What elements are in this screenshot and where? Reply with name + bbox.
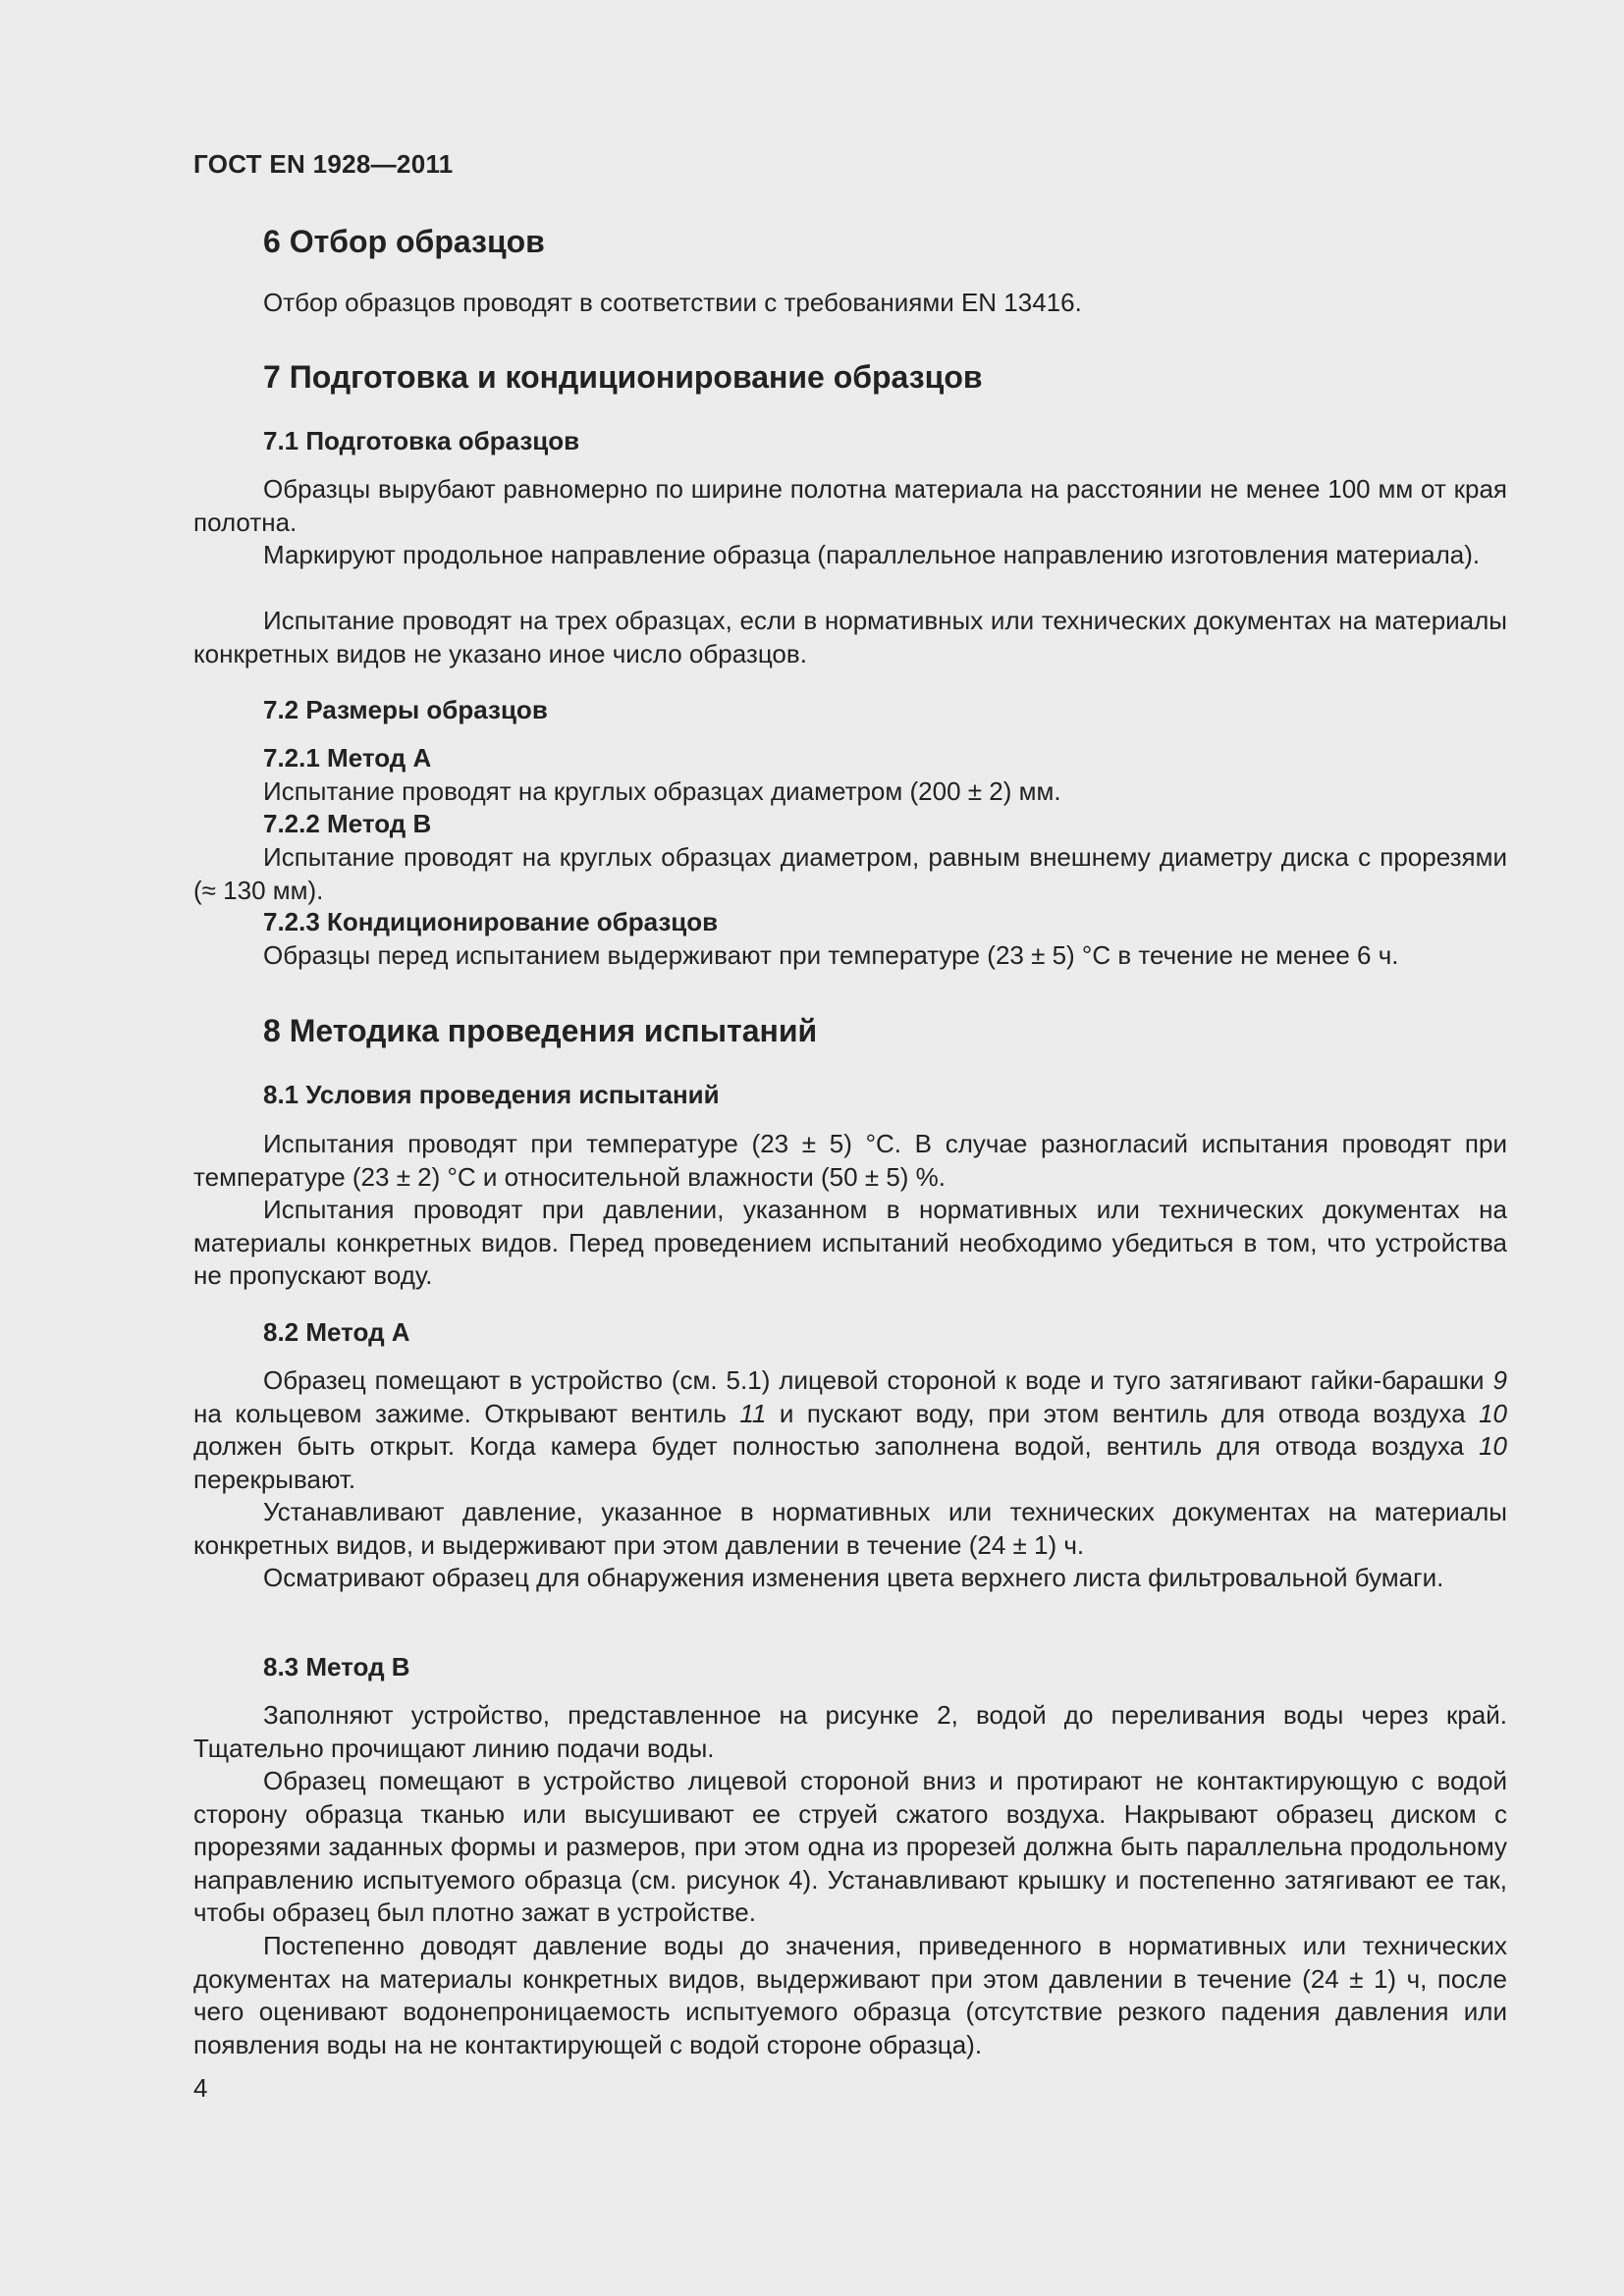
section-7-1-para-3: Испытание проводят на трех образцах, если в нормативных или технических документах на материалы конкретных видов не указано иное число образцов. — [193, 606, 1507, 668]
section-8-2-para-3: Осматривают образец для обнаружения изменения цвета верхнего листа фильтровальной бумаги. — [263, 1563, 1444, 1592]
section-7-heading: 7 Подготовка и кондиционирование образцов — [263, 359, 983, 395]
section-7-2-3-heading: 7.2.3 Кондиционирование образцов — [263, 907, 719, 936]
section-8-3-heading: 8.3 Метод В — [263, 1652, 410, 1682]
ref-item-10: 10 — [1479, 1398, 1507, 1428]
section-8-2-para-1: Образец помещают в устройство (см. 5.1) лицевой стороной к воде и туго затягивают гайки-барашки 9 на кольцевом зажиме. Открывают вентиль 11 и пускают воду, при этом вентиль для отвода воздуха 10 должен быть открыт. Когда камера будет полностью заполнена водой, вентиль для отвода воздуха 10 перекрывают. — [193, 1365, 1507, 1494]
section-7-1-heading: 7.1 Подготовка образцов — [263, 426, 580, 455]
page-number: 4 — [193, 2073, 208, 2103]
ref-item-10: 10 — [1479, 1431, 1507, 1461]
section-7-2-2-heading: 7.2.2 Метод В — [263, 809, 432, 838]
section-8-heading: 8 Методика проведения испытаний — [263, 1013, 818, 1048]
section-7-1-para-2: Маркируют продольное направление образца (параллельное направлению изготовления материала). — [263, 540, 1481, 569]
section-8-3-para-1: Заполняют устройство, представленное на рисунке 2, водой до переливания воды через край. Тщательно прочищают линию подачи воды. — [193, 1700, 1507, 1763]
section-8-3-para-2: Образец помещают в устройство лицевой стороной вниз и протирают не контактирующую с водой сторону образца тканью или высушивают ее струей сжатого воздуха. Накрывают образец диском с прорезями заданных формы и размеров, при этом одна из прорезей должна быть параллельна продольному направлению испытуемого образца (см. рисунок 4). Устанавливают крышку и постепенно затягивают ее так, чтобы образец был плотно зажат в устройстве. — [193, 1766, 1507, 1927]
section-8-2-heading: 8.2 Метод А — [263, 1317, 410, 1347]
document-id: ГОСТ EN 1928—2011 — [193, 149, 454, 179]
section-6-text: Отбор образцов проводят в соответствии с требованиями EN 13416. — [263, 288, 1082, 317]
ref-item-11: 11 — [739, 1398, 767, 1428]
section-6-heading: 6 Отбор образцов — [263, 224, 545, 259]
ref-item-9: 9 — [1492, 1365, 1507, 1395]
section-7-2-1-heading: 7.2.1 Метод А — [263, 743, 432, 773]
section-7-2-heading: 7.2 Размеры образцов — [263, 695, 548, 724]
section-7-2-2-text: Испытание проводят на круглых образцах диаметром, равным внешнему диаметру диска с прорезями (≈ 130 мм). — [193, 842, 1507, 905]
section-8-1-para-2: Испытания проводят при давлении, указанном в нормативных или технических документах на материалы конкретных видов. Перед проведением испытаний необходимо убедиться в том, что устройства не пропускают воду. — [193, 1195, 1507, 1290]
section-8-3-para-3: Постепенно доводят давление воды до значения, приведенного в нормативных или технических документах на материалы конкретных видов, выдерживают при этом давлении в течение (24 ± 1) ч, после чего оценивают водонепроницаемость испытуемого образца (отсутствие резкого падения давления или появления воды на не контактирующей с водой стороне образца). — [193, 1931, 1507, 2059]
section-7-2-1-text: Испытание проводят на круглых образцах диаметром (200 ± 2) мм. — [263, 776, 1061, 806]
section-7-1-para-1: Образцы вырубают равномерно по ширине полотна материала на расстоянии не менее 100 мм от края полотна. — [193, 474, 1507, 537]
section-8-1-heading: 8.1 Условия проведения испытаний — [263, 1080, 720, 1109]
section-7-2-3-text: Образцы перед испытанием выдерживают при температуре (23 ± 5) °С в течение не менее 6 ч. — [263, 940, 1399, 970]
section-8-1-para-1: Испытания проводят при температуре (23 ± 5) °С. В случае разногласий испытания проводят при температуре (23 ± 2) °С и относительной влажности (50 ± 5) %. — [193, 1129, 1507, 1192]
section-8-2-para-2: Устанавливают давление, указанное в нормативных или технических документах на материалы конкретных видов, и выдерживают при этом давлении в течение (24 ± 1) ч. — [193, 1497, 1507, 1560]
